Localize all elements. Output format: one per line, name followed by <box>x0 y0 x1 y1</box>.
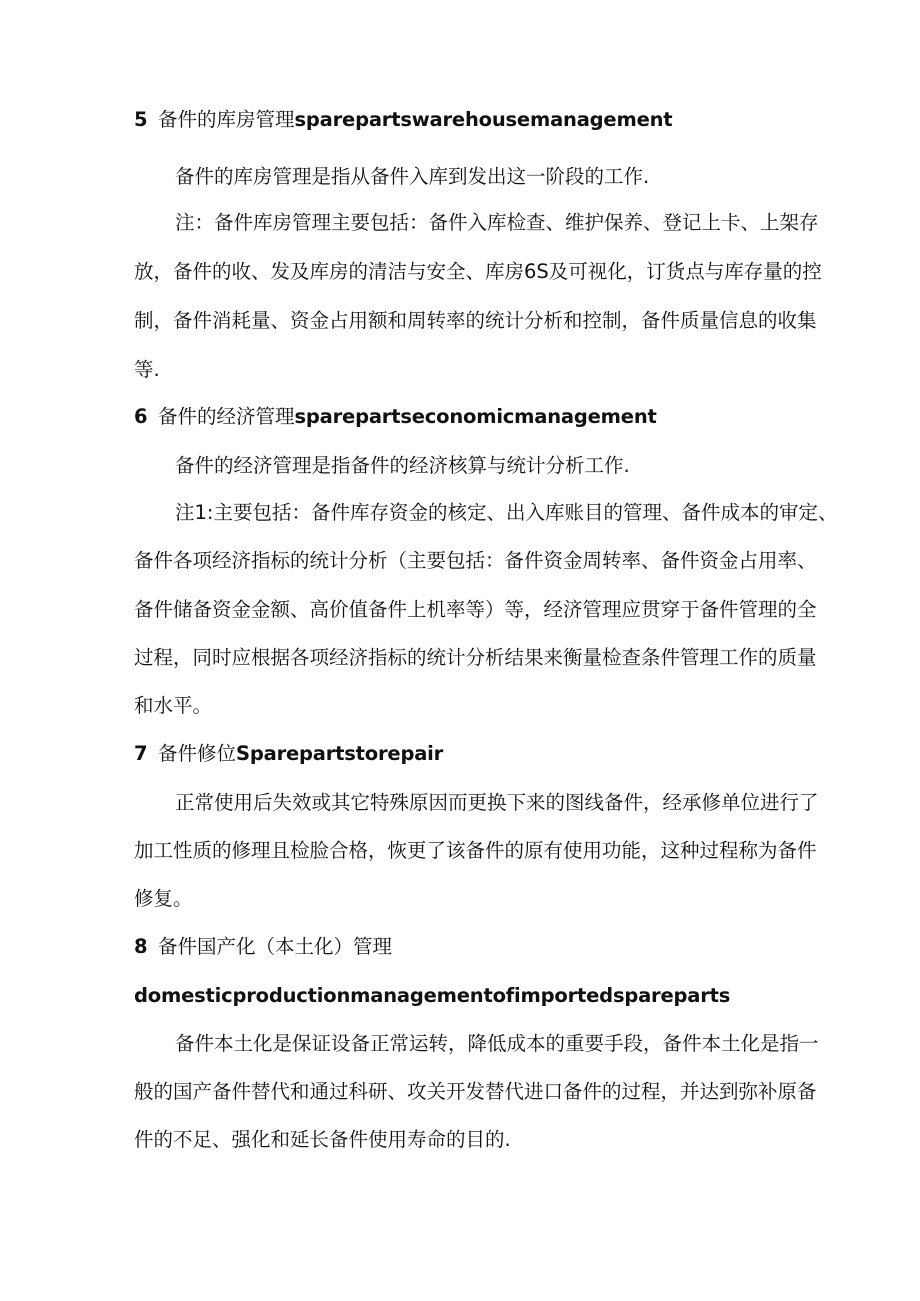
section-7-body-line: 加工性质的修理且检脸合格，恢更了该备件的原有使用功能，这种过程称为备件 <box>134 839 817 862</box>
section-8-body-line: 件的不足、强化和延长备件使用寿命的目的. <box>134 1128 511 1151</box>
section-8-heading <box>134 934 392 960</box>
section-6-definition: 备件的经济管理是指备件的经济核算与统计分析工作. <box>175 454 630 477</box>
section-7-body-line: 正常使用后失效或其它特殊原因而更换下来的图线备件，经承修单位进行了 <box>175 791 819 814</box>
section-number: 5 <box>134 108 148 131</box>
section-6-note-line: 和水平。 <box>134 694 213 717</box>
section-7-heading <box>134 741 443 767</box>
section-6-note-line: 备件储备资金金额、高价值备件上机率等）等，经济管理应贯穿于备件管理的全 <box>134 598 817 621</box>
section-title-zh: 备件的经济管理 <box>158 405 295 428</box>
section-title-zh: 备件的库房管理 <box>158 108 295 131</box>
section-5-definition: 备件的库房管理是指从备件入库到发出这一阶段的工作. <box>175 165 650 188</box>
section-title-en: sparepartswarehousemanagement <box>294 108 673 131</box>
section-6-note-line: 注1:主要包括：备件库存资金的核定、出入库账目的管理、备件成本的审定、 <box>175 501 838 524</box>
section-title-zh: 备件修位 <box>158 742 237 765</box>
section-5-note-line: 等. <box>134 358 160 381</box>
section-5-note-line: 注：备件库房管理主要包括：备件入库检查、维护保养、登记上卡、上架存 <box>175 211 819 234</box>
section-5-note-line: 制，备件消耗量、资金占用额和周转率的统计分析和控制，备件质量信息的收集 <box>134 309 817 332</box>
section-6-heading <box>134 404 657 430</box>
section-number: 7 <box>134 742 148 765</box>
section-5-heading <box>134 107 672 133</box>
section-title-en: sparepartseconomicmanagement <box>294 405 657 428</box>
section-number: 6 <box>134 405 148 428</box>
section-title-en: Sparepartstorepair <box>236 742 444 765</box>
section-8-body-line: 般的国产备件替代和通过科研、攻关开发替代进口备件的过程，并达到弥补原备 <box>134 1080 817 1103</box>
section-5-note-line: 放，备件的收、发及库房的清洁与安全、库房6S及可视化，订货点与库存量的控 <box>134 260 822 283</box>
section-number: 8 <box>134 935 148 958</box>
section-6-note-line: 过程，同时应根据各项经济指标的统计分析结果来衡量检查条件管理工作的质量 <box>134 646 817 669</box>
section-title-zh: 备件国产化（本土化）管理 <box>158 935 393 958</box>
section-7-body-line: 修复。 <box>134 887 193 910</box>
section-8-title-en: domesticproductionmanagementofimportedspareparts <box>134 984 731 1007</box>
section-6-note-line: 备件各项经济指标的统计分析（主要包括：备件资金周转率、备件资金占用率、 <box>134 549 817 572</box>
section-8-body-line: 备件本土化是保证设备正常运转，降低成本的重要手段，备件本土化是指一 <box>175 1032 819 1055</box>
